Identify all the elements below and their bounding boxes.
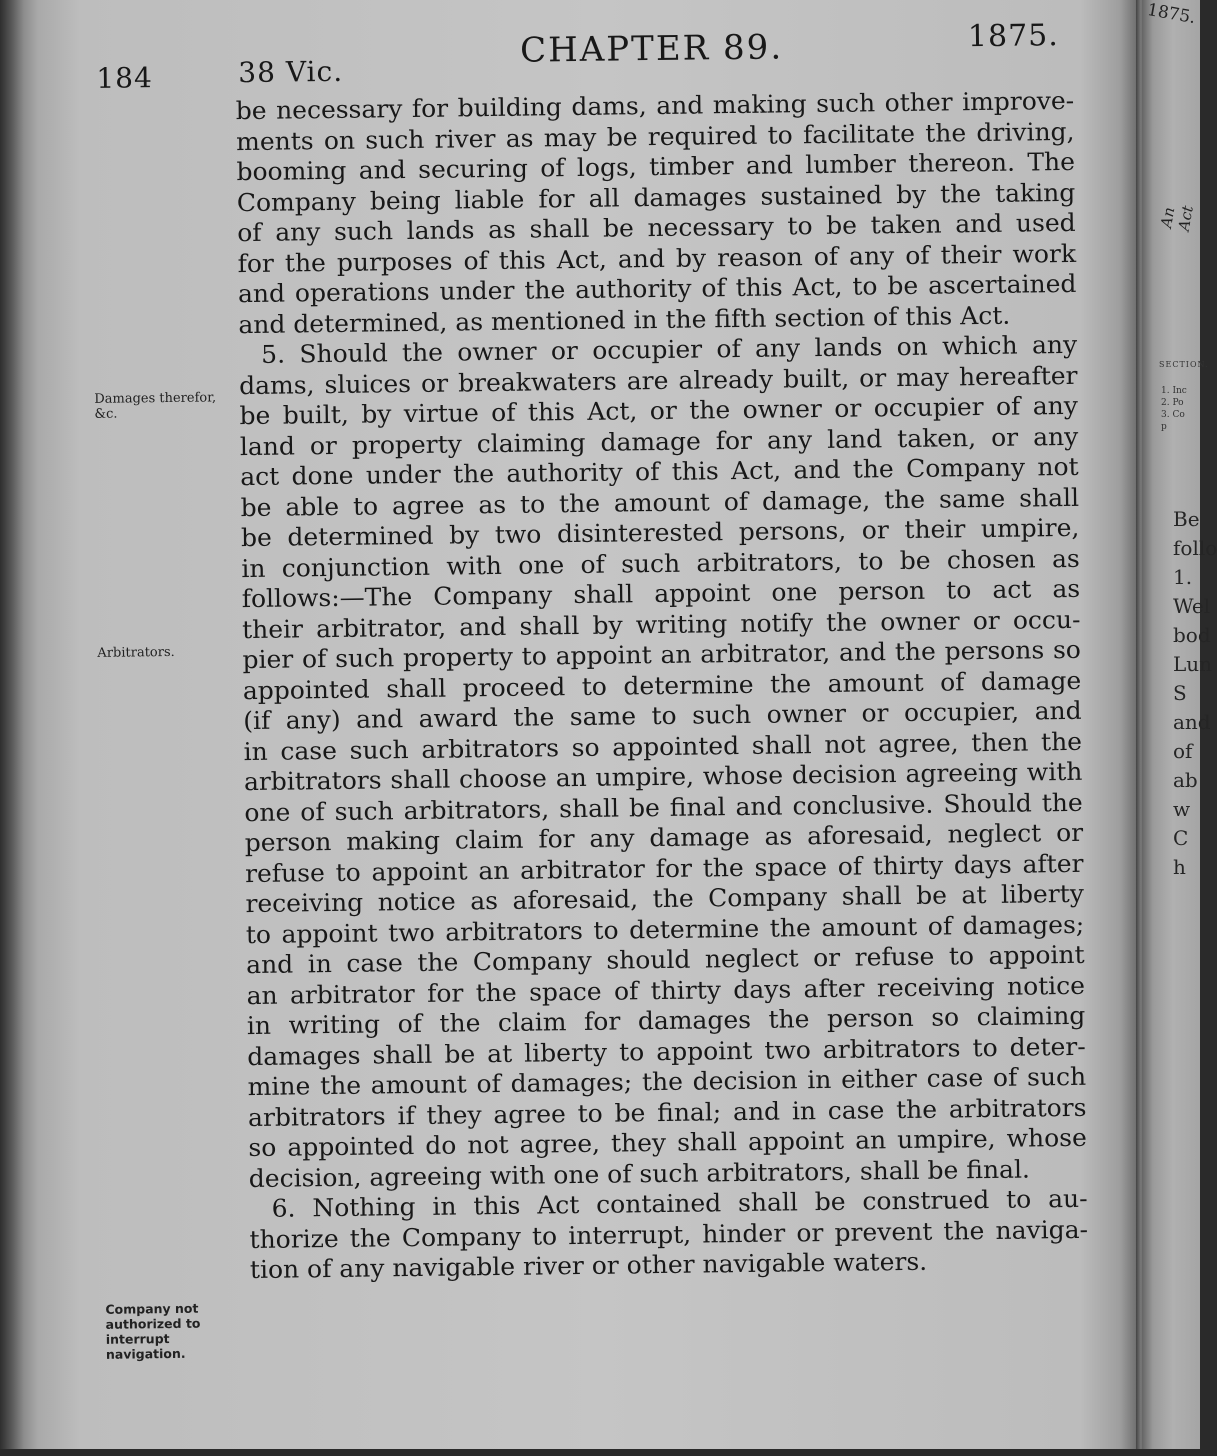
facing-year: 1875. — [1145, 0, 1198, 29]
text-line: land or property claiming damage for any land taken, or any — [239, 421, 1079, 461]
text-line: tion of any navigable river or other navigable waters. — [249, 1246, 928, 1285]
facing-word: Wel — [1173, 594, 1211, 618]
header-year: 1875. — [967, 18, 1060, 55]
facing-section-list — [1161, 385, 1187, 433]
text-line: be necessary for building dams, and making such other improve- — [235, 85, 1075, 126]
section-6-start: 6. Nothing in this Act contained shall be construed to au- — [271, 1183, 1088, 1223]
facing-word: Be — [1173, 507, 1200, 531]
book-page — [9, 0, 1147, 1456]
facing-word: h — [1173, 855, 1186, 879]
margin-note-damages: Damages therefor, &c. — [94, 390, 217, 422]
text-line: in case such arbitrators so appointed shall not agree, then the — [243, 726, 1083, 766]
facing-word: ab — [1173, 768, 1198, 792]
facing-word: Lun — [1173, 652, 1213, 676]
text-line: be determined by two disinterested persons, or their umpire, — [240, 512, 1080, 553]
text-line: in conjunction with one of such arbitrators, to be chosen as — [241, 543, 1080, 583]
text-line: appointed shall proceed to determine the amount of damage — [242, 665, 1082, 705]
text-line: arbitrators if they agree to be final; and in case the arbitrators — [247, 1092, 1087, 1132]
text-line: and determined, as mentioned in the fifth section of this Act. — [238, 300, 1011, 339]
facing-fragment: 3. Co — [1161, 410, 1185, 420]
text-line: person making claim for any damage as aforesaid, neglect or — [244, 817, 1084, 858]
facing-word: bod — [1173, 623, 1211, 647]
text-line: (if any) and award the same to such owner or occupier, and — [243, 695, 1082, 736]
facing-word: and — [1173, 710, 1211, 734]
text-line: arbitrators shall choose an umpire, whose decision agreeing with — [243, 756, 1083, 797]
facing-page-edge — [1143, 0, 1217, 1449]
text-line: be able to agree as to the amount of damage, the same shall — [240, 482, 1080, 522]
text-line: decision, agreeing with one of such arbitrators, shall be final. — [248, 1154, 1031, 1193]
text-line: be built, by virtue of this Act, or the owner or occupier of any — [239, 390, 1079, 431]
facing-word: S — [1173, 681, 1187, 705]
body-text — [236, 86, 1089, 1286]
text-line: and operations under the authority of this Act, to be ascertained — [237, 268, 1077, 309]
facing-fragment: p — [1161, 422, 1167, 432]
text-line: mine the amount of damages; the decision in either case of such — [247, 1061, 1087, 1102]
page-number: 184 — [96, 61, 154, 95]
text-line: refuse to appoint an arbitrator for the space of thirty days after — [244, 848, 1084, 888]
text-line: act done under the authority of this Act, and the Company not — [240, 451, 1079, 492]
text-line: ments on such river as may be required to facilitate the driving, — [235, 116, 1075, 156]
text-line: of any such lands as shall be necessary to be taken and used — [237, 207, 1076, 248]
text-line: Company being liable for all damages sustained by the taking — [236, 177, 1076, 217]
chapter-heading: CHAPTER 89. — [519, 27, 784, 71]
facing-text-fragments — [1173, 505, 1217, 882]
facing-section-label: SECTION. — [1159, 360, 1209, 369]
text-line: thorize the Company to interrupt, hinder or prevent the naviga- — [249, 1214, 1089, 1254]
text-line: and in case the Company should neglect or refuse to appoint — [246, 939, 1085, 980]
text-line: one of such arbitrators, shall be final and conclusive. Should the — [244, 787, 1083, 827]
text-line: their arbitrator, and shall by writing notify the owner or occu- — [241, 604, 1081, 644]
facing-fragment: 1. Inc — [1161, 386, 1187, 396]
text-line: so appointed do not agree, they shall appoint an umpire, whose — [248, 1122, 1087, 1163]
text-line: dams, sluices or breakwaters are already built, or may hereafter — [238, 360, 1078, 400]
margin-note-arbitrators: Arbitrators. — [97, 644, 175, 661]
facing-word: 1. — [1173, 565, 1193, 589]
facing-fragment: 2. Po — [1161, 398, 1184, 408]
facing-title-fragment: An Act — [1157, 204, 1197, 233]
text-line: follows:—The Company shall appoint one person to act as — [241, 573, 1081, 614]
text-line: an arbitrator for the space of thirty days after receiving notice — [246, 970, 1086, 1010]
facing-word: of — [1173, 739, 1193, 763]
text-line: receiving notice as aforesaid, the Company shall be at liberty — [245, 878, 1085, 919]
facing-word: C — [1173, 826, 1189, 850]
bleed-through-text — [1056, 573, 1143, 1174]
margin-note-company: Company not authorized to interrupt navigation. — [105, 1300, 201, 1362]
text-line: pier of such property to appoint an arbitrator, and the persons so — [242, 634, 1082, 675]
facing-word: follo — [1173, 536, 1217, 560]
section-5-start: 5. Should the owner or occupier of any lands on which any — [261, 329, 1078, 369]
text-line: in writing of the claim for damages the person so claiming — [246, 1000, 1086, 1041]
text-line: damages shall be at liberty to appoint two arbitrators to deter- — [247, 1031, 1086, 1071]
facing-word: w — [1173, 797, 1191, 821]
text-line: booming and securing of logs, timber and lumber thereon. The — [236, 146, 1076, 187]
text-line: to appoint two arbitrators to determine the amount of damages; — [245, 909, 1085, 949]
text-line: for the purposes of this Act, and by reason of any of their work — [237, 238, 1077, 278]
regnal-year: 38 Vic. — [238, 54, 344, 90]
